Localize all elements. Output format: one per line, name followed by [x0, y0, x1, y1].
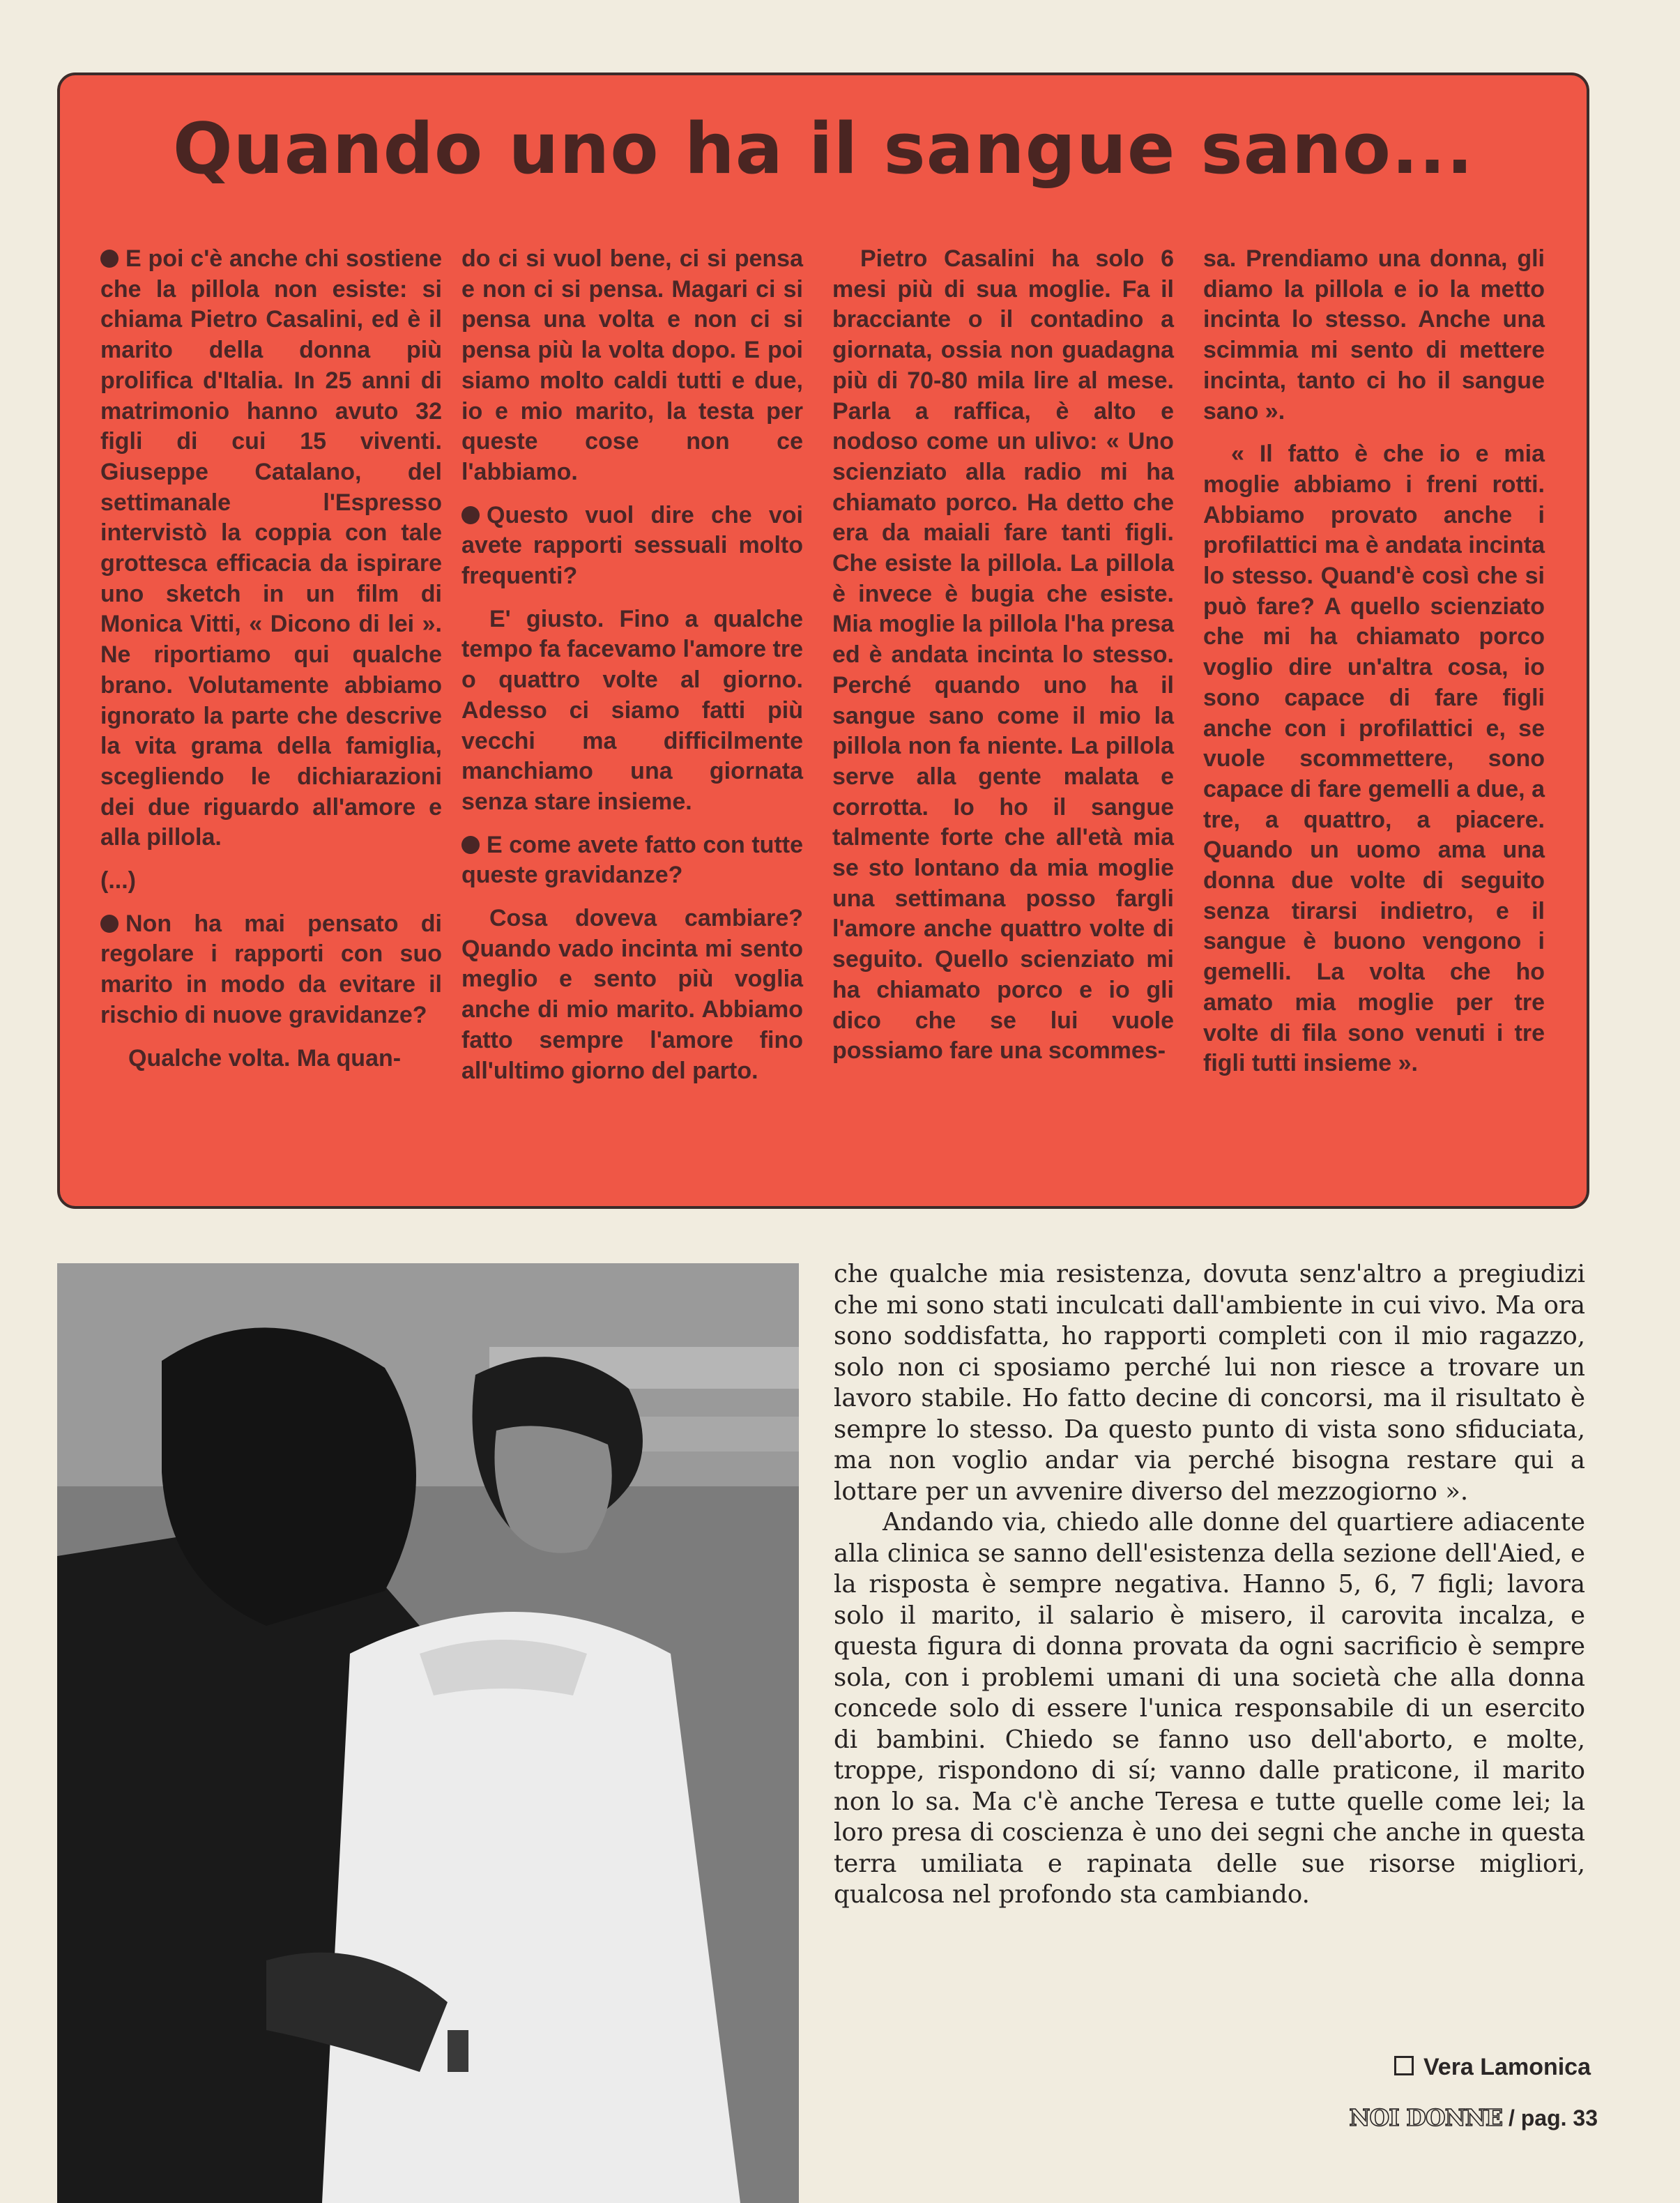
square-icon — [1394, 2056, 1414, 2075]
text-paragraph: (...) — [100, 867, 136, 894]
answer-paragraph: Qualche volta. Ma quan- — [128, 1044, 402, 1072]
article-body — [834, 1259, 1585, 1911]
text-paragraph: do ci si vuol bene, ci si pensa e non ci si pensa. Magari ci si pensa una volta e non ci si pensa più la volta dopo. E poi siamo molto caldi tutti e due, io e mio marito, la testa per queste cose non ce l'abbiamo. — [461, 245, 803, 485]
text-paragraph: sa. Prendiamo una donna, gli diamo la pillola e io la metto incinta lo stesso. Anche una scimmia mi sento di mettere incinta, tanto ci ho il sangue sano ». — [1203, 245, 1545, 425]
question-paragraph — [461, 830, 803, 891]
question-paragraph — [100, 909, 442, 1031]
box-column-3 — [832, 244, 1174, 1079]
bullet-icon — [461, 836, 480, 854]
magazine-name: NOI DONNE — [1349, 2104, 1503, 2131]
box-title: Quando uno ha il sangue sano... — [172, 107, 1474, 190]
sidebar-box — [57, 73, 1589, 1209]
question-text: E poi c'è anche chi sostiene che la pillola non esiste: si chiama Pietro Casalini, ed è il marito della donna più prolifica d'Italia. In 25 anni di matrimonio hanno avuto 32 figli di cui 15 viventi. Giuseppe Catalano, del settimanale l'Espresso intervistò la coppia con tale grottesca efficacia da ispirare uno sketch in un film di Monica Vitti, « Dicono di lei ». Ne riportiamo qui qualche brano. Volutamente abbiamo ignorato la parte che descrive la vita grama della famiglia, scegliendo le dichiarazioni dei due riguardo all'amore e alla pillola. — [100, 245, 442, 851]
answer-paragraph: « Il fatto è che io e mia moglie abbiamo i freni rotti. Abbiamo provato anche i profilattici ma è andata incinta lo stesso. Quand'è così che si può fare? A quello scienziato che mi ha chiamato porco voglio dire un'altra cosa, io sono capace di fare figli anche con i profilattici e, se vuole scommettere, sono capace di fare gemelli a due, a tre, a quattro, a piacere. Quando un uomo ama una donna due volte di seguito senza tirarsi indietro, e il sangue è buono vengono i gemelli. La volta che ho amato mia moglie per tre volte di fila sono venuti i tre figli tutti insieme ». — [1203, 441, 1545, 1077]
author-byline — [1394, 2054, 1591, 2081]
bullet-icon — [100, 915, 119, 933]
question-paragraph — [100, 244, 442, 853]
page-number: pag. 33 — [1520, 2105, 1598, 2130]
article-photo — [57, 1263, 799, 2203]
question-text: E come avete fatto con tutte queste gravidanze? — [461, 831, 803, 889]
question-text: Non ha mai pensato di regolare i rapporti con suo marito in modo da evitare il rischio di nuove gravidanze? — [100, 910, 442, 1028]
author-name: Vera Lamonica — [1423, 2054, 1591, 2080]
page-footer — [1349, 2104, 1598, 2131]
question-paragraph — [461, 501, 803, 592]
box-column-2 — [461, 244, 803, 1099]
answer-paragraph: Cosa doveva cambiare? Quando vado incinta mi sento meglio e sento più voglia anche di mio marito. Abbiamo fatto sempre l'amore fino all'ultimo giorno del parto. — [461, 905, 803, 1084]
question-text: Questo vuol dire che voi avete rapporti sessuali molto frequenti? — [461, 501, 803, 590]
answer-paragraph: Pietro Casalini ha solo 6 mesi più di sua moglie. Fa il bracciante o il contadino a giornata, ossia non guadagna più di 70-80 mila lire al mese. Parla a raffica, è alto e nodoso come un ulivo: « Uno scienziato alla radio mi ha chiamato porco. Ha detto che era da maiali fare tanti figli. Che esiste la pillola. La pillola è invece è bugia che esiste. Mia moglie la pillola l'ha presa ed è andata incinta lo stesso. Perché quando uno ha il sangue sano come il mio la pillola non fa niente. La pillola serve alla gente malata e corrotta. Io ho il sangue talmente forte che all'età mia se sto lontano da mia moglie una settimana posso fargli l'amore anche quattro volte di seguito. Quello scienziato mi ha chiamato porco e io gli dico che se lui vuole possiamo fare una scommes- — [832, 245, 1174, 1065]
footer-separator: / — [1508, 2105, 1515, 2130]
bullet-icon — [461, 506, 480, 524]
box-column-1 — [100, 244, 442, 1086]
photo-illustration — [57, 1263, 799, 2203]
article-paragraph: che qualche mia resistenza, dovuta senz'altro a pregiudizi che mi sono stati inculcati dall'ambiente in cui vivo. Ma ora sono soddisfatta, ho rapporti completi con il mio ragazzo, solo non ci sposiamo perché lui non riesce a trovare un lavoro stabile. Ho fatto decine di concorsi, ma il risultato è sempre lo stesso. Da questo punto di vista sono sfiduciata, ma non voglio andar via perché bisogna restare qui a lottare per un avvenire diverso del mezzogiorno ». — [834, 1260, 1585, 1506]
box-column-4 — [1203, 244, 1545, 1092]
bullet-icon — [100, 250, 119, 268]
article-paragraph: Andando via, chiedo alle donne del quartiere adiacente alla clinica se sanno dell'esistenza della sezione dell'Aied, e la risposta è sempre negativa. Hanno 5, 6, 7 figli; lavora solo il marito, il salario è misero, il carovita incalza, e questa figura di donna provata da ogni sacrificio è sempre sola, con i problemi umani di una società che alla donna concede solo di essere l'unica responsabile di un esercito di bambini. Chiedo se fanno uso dell'aborto, e molte, troppe, rispondono di sí; vanno dalle praticone, il marito non lo sa. Ma c'è anche Teresa e tutte quelle come lei; la loro presa di coscienza è uno dei segni che anche in questa terra umiliata e rapinata delle sue risorse migliori, qualcosa nel profondo sta cambiando. — [834, 1508, 1585, 1909]
answer-paragraph: E' giusto. Fino a qualche tempo fa facevamo l'amore tre o quattro volte al giorno. Adesso ci siamo fatti più vecchi ma difficilmente manchiamo una giornata senza stare insieme. — [461, 605, 803, 815]
